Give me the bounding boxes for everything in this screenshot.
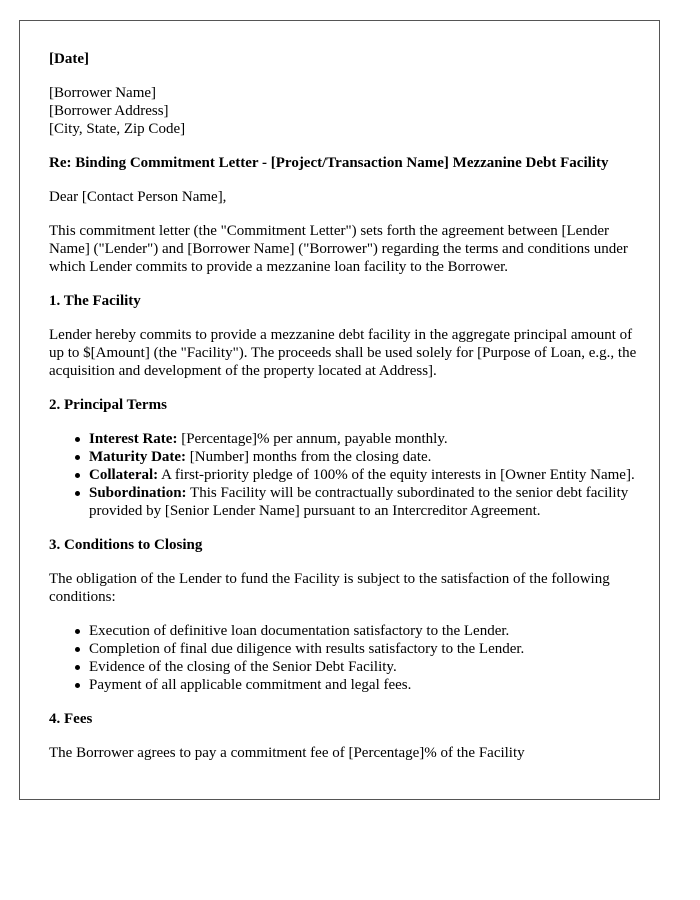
borrower-city-state-zip: [City, State, Zip Code]: [49, 121, 186, 137]
salutation: Dear [Contact Person Name],: [49, 189, 227, 205]
term-text: [Percentage]% per annum, payable monthly.: [177, 431, 448, 447]
subject-line: Re: Binding Commitment Letter - [Project/Transaction Name] Mezzanine Debt Facility: [49, 155, 609, 171]
principal-terms-list: [49, 430, 639, 520]
section-fees-body: The Borrower agrees to pay a commitment fee of [Percentage]% of the Facility: [49, 745, 525, 761]
list-item: [89, 484, 639, 520]
section-conditions-heading: 3. Conditions to Closing: [49, 537, 203, 553]
section-facility-heading: 1. The Facility: [49, 293, 141, 309]
section-principal-terms-heading: 2. Principal Terms: [49, 397, 167, 413]
term-text: A first-priority pledge of 100% of the equity interests in [Owner Entity Name].: [158, 467, 635, 483]
term-label: Subordination:: [89, 485, 187, 501]
list-item: [89, 466, 639, 484]
section-facility-body: Lender hereby commits to provide a mezzanine debt facility in the aggregate principal amount of up to $[Amount] (the "Facility"). The proceeds shall be used solely for [Purpose of Loan, e.g., the acquisition and development of the property located at Address].: [49, 327, 637, 379]
list-item: Evidence of the closing of the Senior Debt Facility.: [89, 658, 639, 676]
letter-page: [19, 20, 660, 800]
borrower-name: [Borrower Name]: [49, 85, 157, 101]
letter-content: [49, 50, 639, 778]
intro-paragraph: This commitment letter (the "Commitment Letter") sets forth the agreement between [Lender Name] ("Lender") and [Borrower Name] ("Borrower") regarding the terms and conditions under which Lender commits to provide a mezzanine loan facility to the Borrower.: [49, 223, 628, 275]
borrower-address-block: [49, 84, 639, 138]
term-label: Interest Rate:: [89, 431, 178, 447]
list-item: Execution of definitive loan documentation satisfactory to the Lender.: [89, 622, 639, 640]
section-fees-heading: 4. Fees: [49, 711, 93, 727]
list-item: Completion of final due diligence with results satisfactory to the Lender.: [89, 640, 639, 658]
term-label: Collateral:: [89, 467, 159, 483]
term-label: Maturity Date:: [89, 449, 187, 465]
conditions-list: [49, 622, 639, 694]
list-item: Payment of all applicable commitment and legal fees.: [89, 676, 639, 694]
list-item: [89, 448, 639, 466]
list-item: [89, 430, 639, 448]
letter-date: [Date]: [49, 51, 89, 67]
term-text: [Number] months from the closing date.: [186, 449, 432, 465]
term-text: This Facility will be contractually subordinated to the senior debt facility provided by [Senior Lender Name] pursuant to an Intercreditor Agreement.: [89, 485, 629, 519]
borrower-address: [Borrower Address]: [49, 103, 169, 119]
section-conditions-intro: The obligation of the Lender to fund the Facility is subject to the satisfaction of the following conditions:: [49, 571, 610, 605]
